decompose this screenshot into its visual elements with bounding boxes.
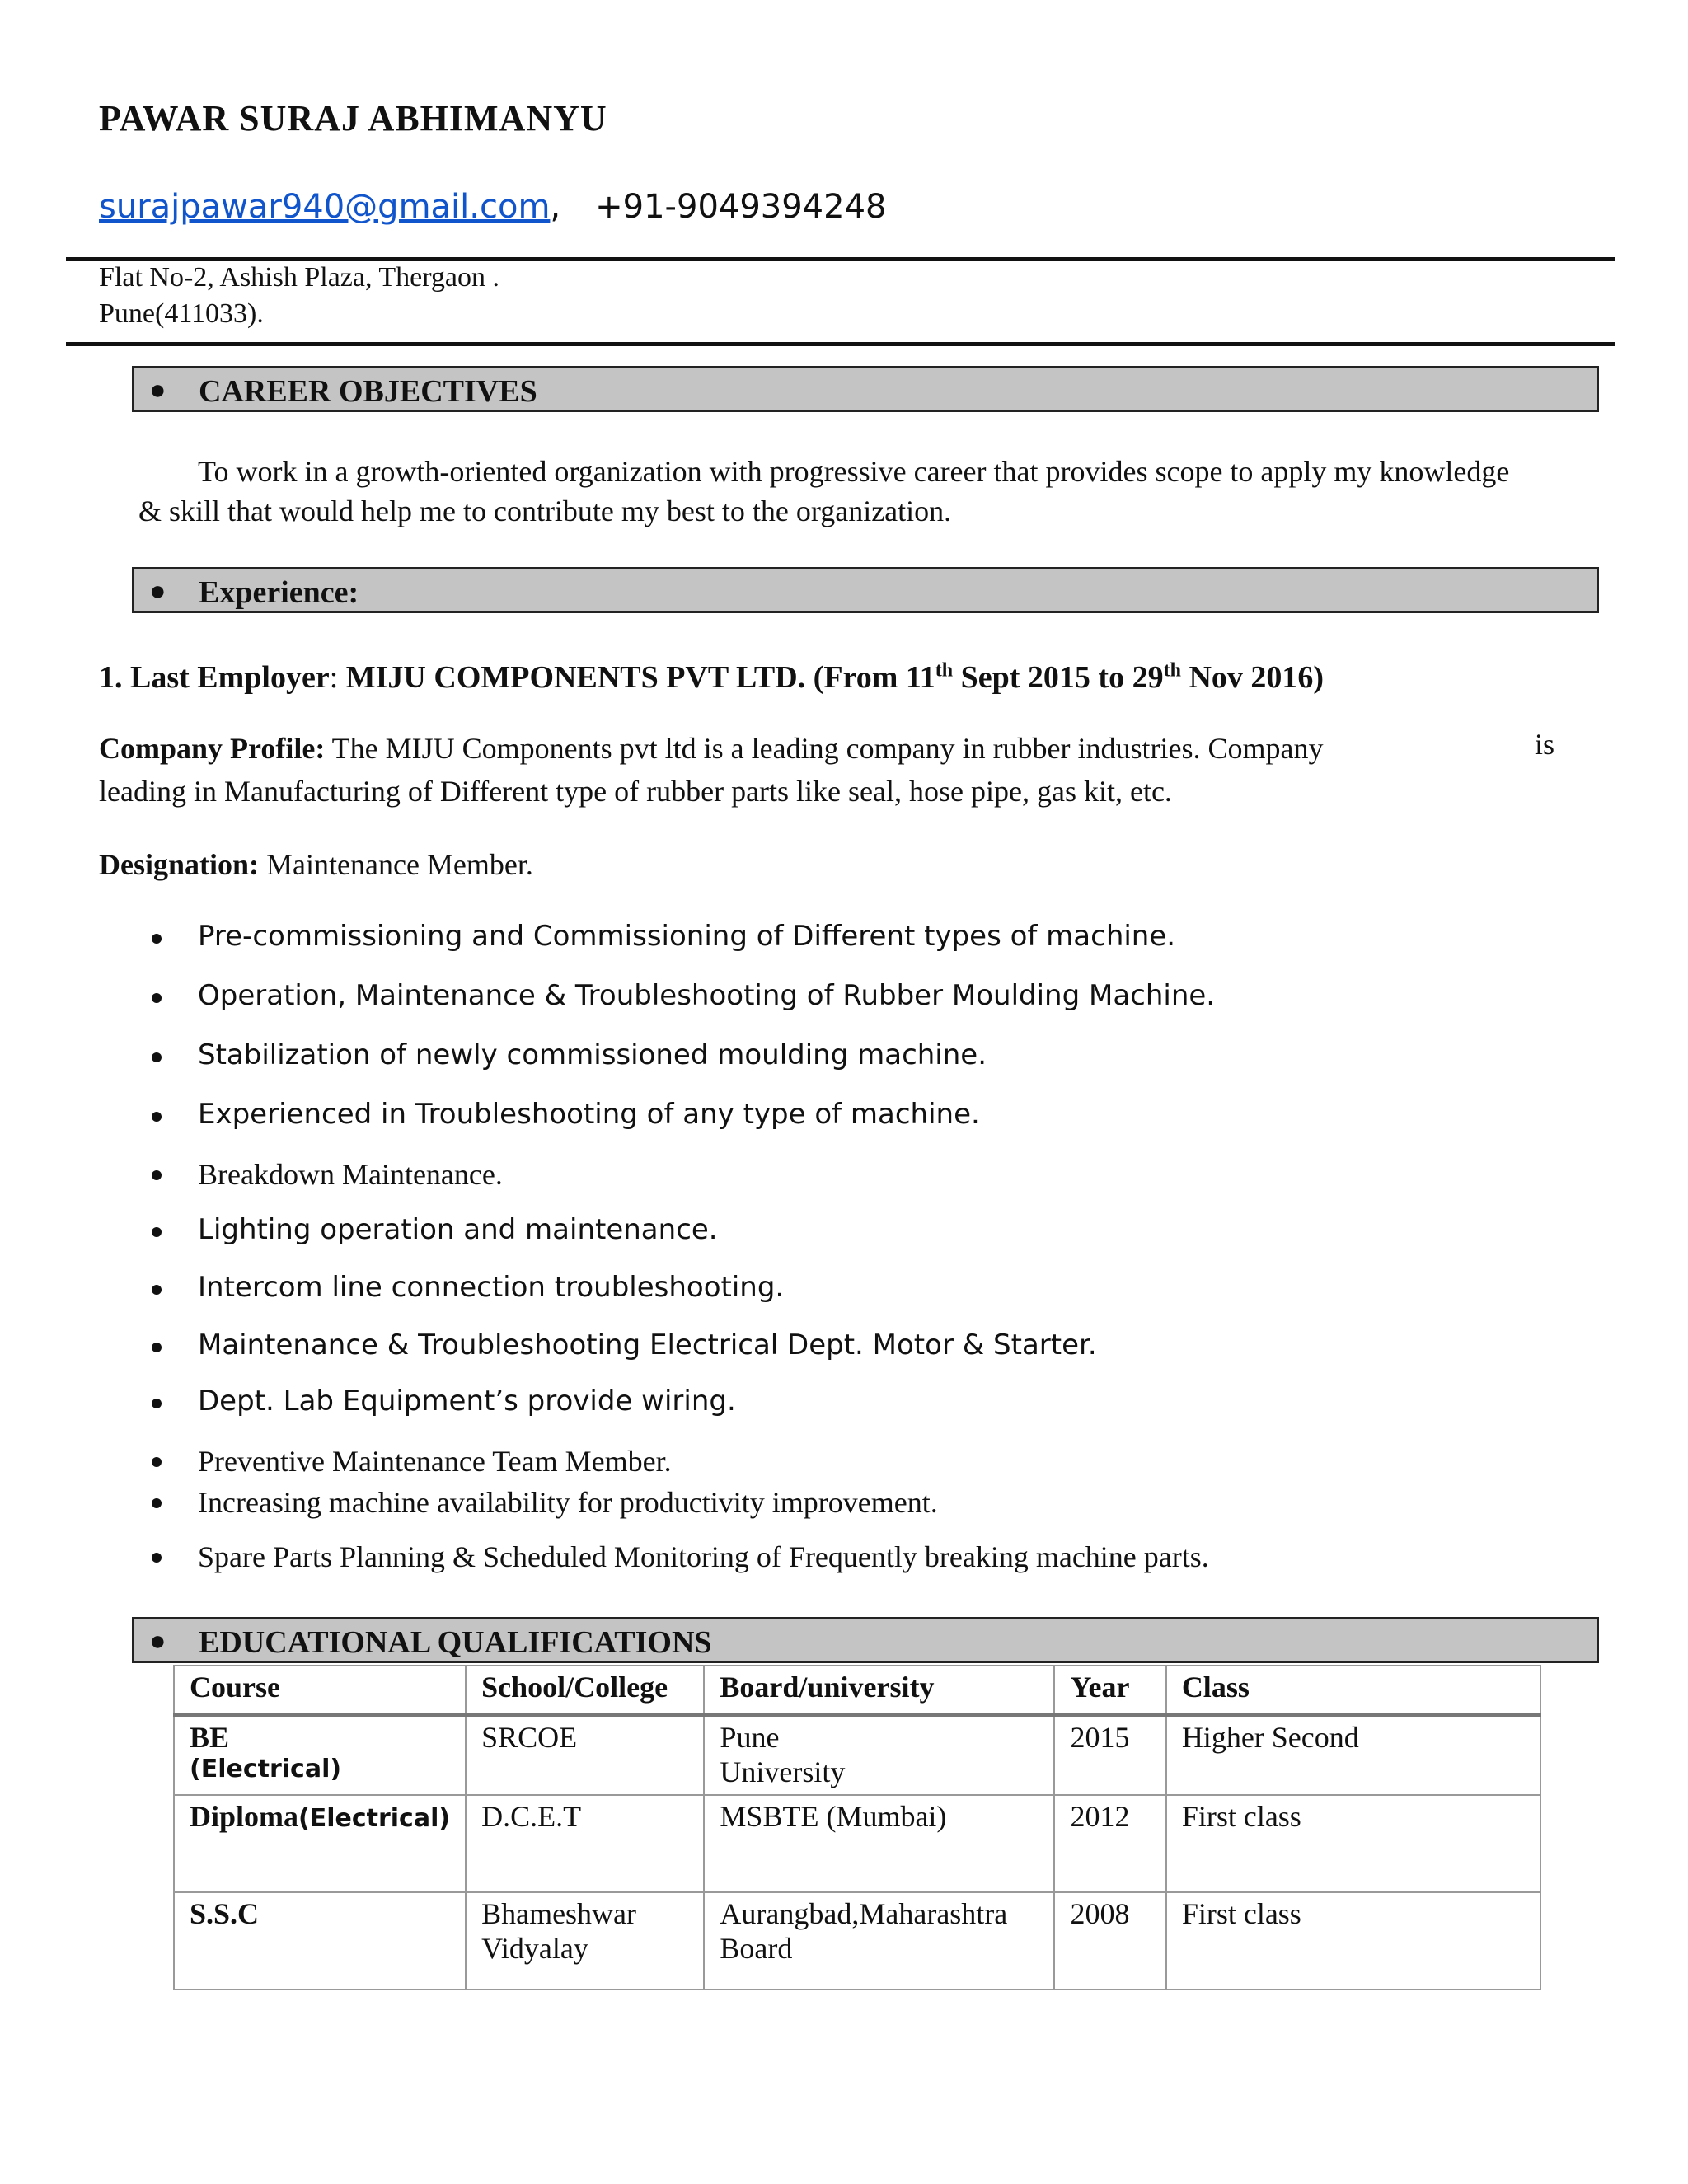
section-title: EDUCATIONAL QUALIFICATIONS xyxy=(199,1625,712,1660)
column-header: School/College xyxy=(466,1666,704,1715)
resume-page: PAWAR SURAJ ABHIMANYU surajpawar940@gmail.com, +91-9049394248 Flat No-2, Ashish Plaza, Thergaon . Pune(411033). ● CAREER OBJECTIVES To work in a growth-oriented organization with progressive career that provides scope to apply my knowledge & skill that would help me to contribute my best to the organization. ● Experience: 1. Last Employer: MIJU COMPONENTS PVT LTD. (From 11th Sept 2015 to 29th Nov 2016) Company Profile: The MIJU Components pvt ltd is a leading company in rubber industries. Company leading in Manufacturing of Different type of rubber parts like seal, hose pipe, gas kit, etc. is Designation: Maintenance Member. Pre-commissioning and Commissioning of Different types of machine. Operation, Maintenance & Troubleshooting of Rubber Moulding Machine. Stabilization of newly commissioned moulding machine. Experienced in Troubleshooting of any type of machine. Breakdown Maintenance. Lighting operation and maintenance. Intercom line connection troubleshooting. Maintenance & Troubleshooting Electrical Dept. Motor & Starter. Dept. Lab Equipment’s provide wiring. Preventive Maintenance Team Member. Increasing machine availability for productivity improvement. Spare Parts Planning & Scheduled Monitoring of Frequently breaking machine parts. ● EDUCATIONAL QUALIFICATIONS Course School/College Board/university Year Class BE (Electrical) SRCOE Pune University 2015 Higher Second Diploma(Electrical) D.C.E.T MSBTE (Mumbai) 2012 First class S.S.C Bhameshwar Vidyalay Aurangbad,Maharashtra Board 2008 First class xyxy=(0,0,1688,2184)
bullet-icon xyxy=(152,1457,162,1467)
section-title: CAREER OBJECTIVES xyxy=(199,374,537,409)
bullet-icon: ● xyxy=(149,576,166,607)
bullet-icon xyxy=(152,1112,162,1122)
bullet-icon xyxy=(152,1399,162,1408)
company-profile xyxy=(99,727,1566,813)
bullet-icon xyxy=(152,1498,162,1508)
education-table xyxy=(173,1665,1541,1990)
contact-line xyxy=(99,188,886,226)
designation xyxy=(99,847,533,882)
column-header: Year xyxy=(1054,1666,1165,1715)
bullet-icon: ● xyxy=(149,375,166,405)
bullet-icon xyxy=(152,1227,162,1237)
phone-number: +91-9049394248 xyxy=(595,188,887,226)
board-cell: MSBTE (Mumbai) xyxy=(704,1795,1054,1892)
employer-name: MIJU COMPONENTS PVT LTD. (From 11th Sept 2015 to 29th Nov 2016) xyxy=(345,659,1325,695)
year-cell: 2008 xyxy=(1054,1892,1165,1990)
column-header: Board/university xyxy=(704,1666,1054,1715)
course-cell: BE (Electrical) xyxy=(174,1715,466,1796)
year-cell: 2015 xyxy=(1054,1715,1165,1796)
bullet-icon xyxy=(152,1343,162,1352)
course-cell: Diploma(Electrical) xyxy=(174,1795,466,1892)
table-row xyxy=(174,1795,1540,1892)
school-cell: Bhameshwar Vidyalay xyxy=(466,1892,704,1990)
bullet-icon xyxy=(152,1553,162,1563)
school-cell: SRCOE xyxy=(466,1715,704,1796)
address-line-2: Pune(411033). xyxy=(99,298,264,329)
bullet-icon xyxy=(152,1052,162,1062)
column-header: Class xyxy=(1166,1666,1540,1715)
table-row xyxy=(174,1892,1540,1990)
board-cell: Aurangbad,Maharashtra Board xyxy=(704,1892,1054,1990)
bullet-icon: ● xyxy=(149,1626,166,1657)
designation-label: Designation: xyxy=(99,848,260,881)
column-header: Course xyxy=(174,1666,466,1715)
section-experience xyxy=(132,567,1599,613)
top-divider xyxy=(66,257,1615,261)
address-line-1: Flat No-2, Ashish Plaza, Thergaon . xyxy=(99,262,500,293)
profile-text-2: leading in Manufacturing of Different type of rubber parts like seal, hose pipe, gas kit, etc. xyxy=(99,775,1172,808)
last-employer xyxy=(99,659,1324,696)
email-separator: , xyxy=(550,188,561,226)
profile-label: Company Profile: xyxy=(99,732,326,765)
bullet-icon xyxy=(152,993,162,1003)
section-title: Experience: xyxy=(199,575,359,610)
table-header-row xyxy=(174,1666,1540,1715)
section-education xyxy=(132,1617,1599,1663)
class-cell: First class xyxy=(1166,1795,1540,1892)
section-career-objectives xyxy=(132,366,1599,412)
class-cell: First class xyxy=(1166,1892,1540,1990)
employer-colon: : xyxy=(329,660,339,695)
email-link[interactable]: surajpawar940@gmail.com xyxy=(99,188,551,226)
profile-is: is xyxy=(1535,728,1555,761)
bullet-icon xyxy=(152,934,162,944)
profile-text: The MIJU Components pvt ltd is a leading company in rubber industries. Company xyxy=(331,732,1324,765)
class-cell: Higher Second xyxy=(1166,1715,1540,1796)
table-row xyxy=(174,1715,1540,1796)
bullet-icon xyxy=(152,1170,162,1180)
school-cell: D.C.E.T xyxy=(466,1795,704,1892)
year-cell: 2012 xyxy=(1054,1795,1165,1892)
employer-label: 1. Last Employer xyxy=(99,660,330,695)
bullet-icon xyxy=(152,1285,162,1295)
address-divider xyxy=(66,342,1615,346)
course-cell: S.S.C xyxy=(174,1892,466,1990)
career-objective-text: To work in a growth-oriented organization with progressive career that provides scope to apply my knowledge & skill that would help me to contribute my best to the organization. xyxy=(138,455,1510,527)
candidate-name: PAWAR SURAJ ABHIMANYU xyxy=(99,98,607,138)
board-cell: Pune University xyxy=(704,1715,1054,1796)
designation-value: Maintenance Member. xyxy=(266,848,533,881)
